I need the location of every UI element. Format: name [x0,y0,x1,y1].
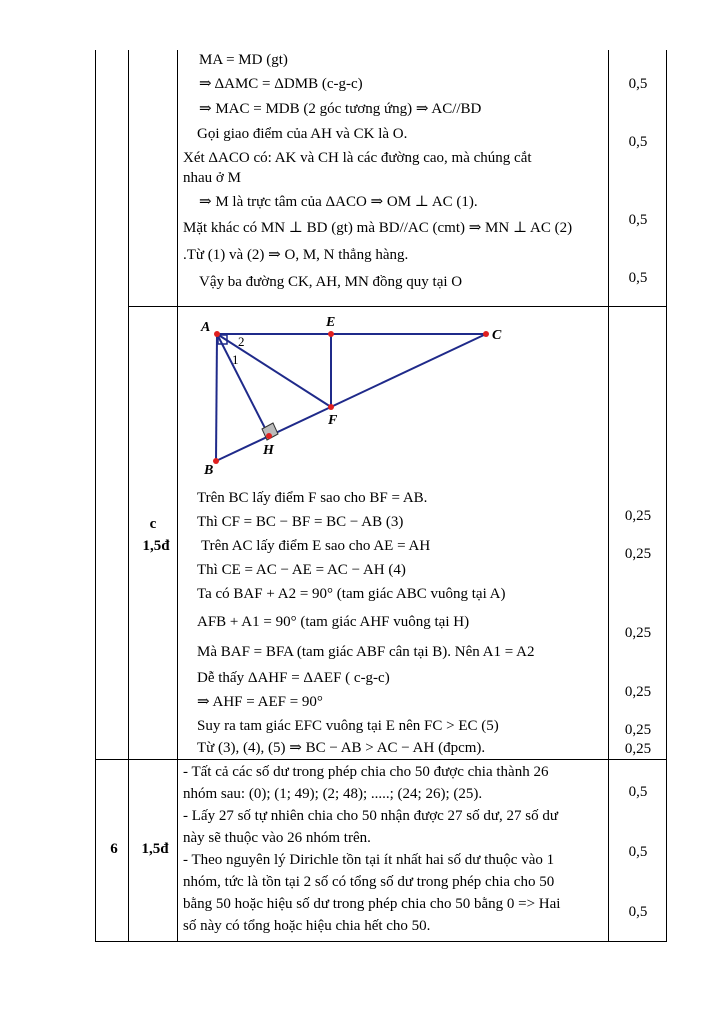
text-line: Mặt khác có MN ⊥ BD (gt) mà BD//AC (cmt) ⇒ MN ⊥ AC (2) [183,220,573,236]
section-6-text [183,762,607,940]
text-line: này sẽ thuộc vào 26 nhóm trên. [183,830,371,846]
question-points: 1,5đ [141,841,169,857]
section-b-text [183,50,605,306]
section-c-text [197,488,602,758]
score: 0,25 [624,722,652,738]
table-col-divider-2 [177,50,178,942]
score: 0,25 [624,625,652,641]
question-number: 6 [110,841,118,857]
text-line: Xét ΔACO có: AK và CH là các đường cao, mà chúng cắt [183,150,532,166]
text-line: Dễ thấy ΔAHF = ΔAEF ( c-g-c) [197,670,390,686]
text-line: số này có tổng hoặc hiệu chia hết cho 50. [183,918,431,934]
text-line: Suy ra tam giác EFC vuông tại E nên FC > EC (5) [197,718,499,734]
table-border-right [666,50,667,942]
table-col-divider-1 [128,50,129,942]
text-line: Vậy ba đường CK, AH, MN đồng quy tại O [199,274,463,290]
score: 0,25 [624,684,652,700]
score: 0,25 [624,508,652,524]
text-line: MA = MD (gt) [199,52,288,68]
text-line: ⇒ MAC = MDB (2 góc tương ứng) ⇒ AC//BD [199,101,482,117]
text-line: ⇒ AHF = AEF = 90° [197,694,323,710]
text-line: .Từ (1) và (2) ⇒ O, M, N thẳng hàng. [183,247,409,263]
table-col-divider-3 [608,50,609,942]
text-line: nhóm sau: (0); (1; 49); (2; 48); .....; (24; 26); (25). [183,786,483,802]
point-label-b: B [204,463,214,478]
angle-label-2: 2 [238,334,245,349]
text-line: AFB + A1 = 90° (tam giác AHF vuông tại H) [197,614,470,630]
score: 0,25 [624,741,652,757]
section-c-points: 1,5đ [142,538,170,554]
text-line: ⇒ ΔAMC = ΔDMB (c-g-c) [199,76,363,92]
point-label-a: A [201,320,211,335]
score: 0,5 [628,134,648,150]
text-line: Thì CE = AC − AE = AC − AH (4) [197,562,406,578]
text-line: nhóm, tức là tồn tại 2 số có tổng số dư trong phép chia cho 50 [183,874,555,890]
text-line: bằng 50 hoặc hiệu số dư trong phép chia cho 50 bằng 0 => Hai [183,896,561,912]
text-line: - Theo nguyên lý Dirichle tồn tại ít nhất hai số dư thuộc vào 1 [183,852,555,868]
text-line: Ta có BAF + A2 = 90° (tam giác ABC vuông tại A) [197,586,506,602]
section-c-label: c [149,516,157,532]
text-line: Thì CF = BC − BF = BC − AB (3) [197,514,404,530]
score: 0,5 [628,784,648,800]
point-label-f: F [328,413,338,428]
angle-label-1: 1 [232,352,239,367]
text-line: - Tất cả các số dư trong phép chia cho 50 được chia thành 26 [183,764,549,780]
text-line: ⇒ M là trực tâm của ΔACO ⇒ OM ⊥ AC (1). [199,194,478,210]
score: 0,5 [628,904,648,920]
row-divider-b-c [128,306,666,307]
text-line: Gọi giao điểm của AH và CK là O. [197,126,408,142]
point-label-e: E [326,315,336,330]
text-line: - Lấy 27 số tự nhiên chia cho 50 nhận được 27 số dư, 27 số dư [183,808,558,824]
score: 0,5 [628,76,648,92]
score: 0,5 [628,212,648,228]
text-line: Mà BAF = BFA (tam giác ABF cân tại B). Nên A1 = A2 [197,644,535,660]
score: 0,25 [624,546,652,562]
text-line: Trên AC lấy điểm E sao cho AE = AH [201,538,431,554]
table-border-bottom [95,941,667,942]
text-line: Từ (3), (4), (5) ⇒ BC − AB > AC − AH (đpcm). [197,740,486,756]
point-label-h: H [263,443,274,458]
point-label-c: C [492,328,502,343]
row-divider-5-6 [95,759,666,760]
geometry-figure [190,312,510,482]
text-line: nhau ở M [183,170,241,186]
text-line: Trên BC lấy điểm F sao cho BF = AB. [197,490,428,506]
score: 0,5 [628,270,648,286]
score: 0,5 [628,844,648,860]
table-border-left [95,50,96,942]
